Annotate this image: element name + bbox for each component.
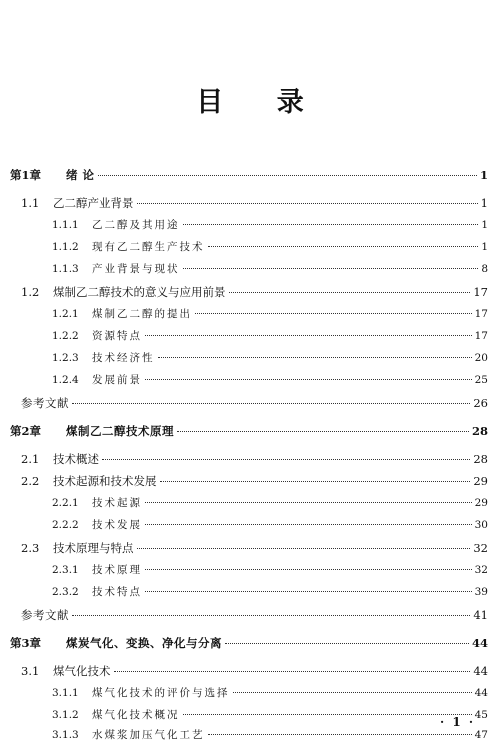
toc-page-number: 44 bbox=[473, 664, 488, 678]
toc-subsection-1-2-3[interactable] bbox=[52, 351, 488, 365]
dot-leader bbox=[98, 174, 477, 176]
toc-page-number: 20 bbox=[474, 352, 488, 364]
toc-page-number: 26 bbox=[473, 396, 488, 410]
toc-subsection-2-2-2[interactable] bbox=[52, 518, 488, 532]
toc-number: 1.2.2 bbox=[52, 330, 79, 342]
toc-text: 乙二醇及其用途 bbox=[92, 219, 180, 231]
dot-leader bbox=[177, 430, 469, 432]
toc-section-2-1[interactable] bbox=[21, 452, 488, 466]
toc-text: 参考文献 bbox=[21, 396, 69, 410]
dot-leader bbox=[137, 547, 471, 549]
toc-number: 1.2.4 bbox=[52, 374, 79, 386]
dot-leader bbox=[195, 312, 472, 314]
toc-text: 现有乙二醇生产技术 bbox=[92, 241, 205, 253]
toc-text: 水煤浆加压气化工艺 bbox=[92, 729, 205, 741]
toc-section-2-3[interactable] bbox=[21, 541, 488, 555]
toc-text: 产业背景与现状 bbox=[92, 263, 180, 275]
toc-number: 第1章 bbox=[10, 168, 42, 182]
toc-page-number: 1 bbox=[480, 196, 488, 210]
toc-page-number: 29 bbox=[473, 474, 488, 488]
dot-leader bbox=[208, 245, 479, 247]
toc-number: 3.1.2 bbox=[52, 709, 79, 721]
toc-text: 煤气化技术 bbox=[53, 664, 111, 678]
toc-subsection-2-3-1[interactable] bbox=[52, 563, 488, 577]
toc-number: 3.1 bbox=[21, 664, 40, 678]
dot-leader bbox=[145, 378, 472, 380]
toc-subsection-2-3-2[interactable] bbox=[52, 585, 488, 599]
toc-number: 2.1 bbox=[21, 452, 40, 466]
toc-subsection-3-1-2[interactable] bbox=[52, 708, 488, 722]
toc-page-number: 28 bbox=[471, 424, 488, 438]
toc-page-number: 44 bbox=[471, 636, 488, 650]
dot-leader bbox=[145, 590, 472, 592]
toc-text: 技术特点 bbox=[92, 586, 142, 598]
toc-page-number: 17 bbox=[474, 330, 488, 342]
toc-page-number: 17 bbox=[474, 308, 488, 320]
toc-number: 2.2 bbox=[21, 474, 40, 488]
toc-text: 技术起源和技术发展 bbox=[53, 474, 157, 488]
toc-number: 2.2.1 bbox=[52, 497, 79, 509]
toc-page-number: 1 bbox=[481, 219, 488, 231]
toc-section-1-2[interactable] bbox=[21, 285, 488, 299]
toc-subsection-2-2-1[interactable] bbox=[52, 496, 488, 510]
toc-subsection-1-1-1[interactable] bbox=[52, 218, 488, 232]
toc-number: 1.2.3 bbox=[52, 352, 79, 364]
dot-leader bbox=[225, 642, 469, 644]
toc-text: 煤气化技术概况 bbox=[92, 709, 180, 721]
toc-page-number: 8 bbox=[481, 263, 488, 275]
dot-leader bbox=[229, 291, 471, 293]
toc-section-1-1[interactable] bbox=[21, 196, 488, 210]
dot-leader bbox=[145, 501, 472, 503]
toc-number: 第3章 bbox=[10, 636, 42, 650]
toc-page-number: 41 bbox=[473, 608, 488, 622]
toc-text: 技术发展 bbox=[92, 519, 142, 531]
toc-references-1[interactable] bbox=[21, 396, 488, 410]
dot-leader bbox=[114, 670, 471, 672]
toc-text: 煤制乙二醇技术的意义与应用前景 bbox=[53, 285, 226, 299]
dot-leader bbox=[208, 733, 472, 735]
toc-references-2[interactable] bbox=[21, 608, 488, 622]
toc-number: 1.1 bbox=[21, 196, 40, 210]
dot-leader bbox=[102, 458, 470, 460]
toc-text: 绪 论 bbox=[66, 168, 95, 182]
toc-page-number: 39 bbox=[474, 586, 488, 598]
toc-text: 发展前景 bbox=[92, 374, 142, 386]
toc-page-number: 1 bbox=[481, 241, 488, 253]
toc-text: 煤气化技术的评价与选择 bbox=[92, 687, 230, 699]
toc-subsection-1-1-3[interactable] bbox=[52, 262, 488, 276]
toc-text: 资源特点 bbox=[92, 330, 142, 342]
toc-page-number: 44 bbox=[474, 687, 488, 699]
toc-subsection-1-2-2[interactable] bbox=[52, 329, 488, 343]
dot-leader bbox=[183, 223, 479, 225]
toc-subsection-3-1-3[interactable] bbox=[52, 728, 488, 742]
toc-number: 2.3 bbox=[21, 541, 40, 555]
dot-leader bbox=[72, 402, 470, 404]
toc-number: 2.3.2 bbox=[52, 586, 79, 598]
toc-number: 第2章 bbox=[10, 424, 42, 438]
toc-number: 1.2 bbox=[21, 285, 40, 299]
toc-text: 技术原理 bbox=[92, 564, 142, 576]
toc-page-number: 45 bbox=[474, 709, 488, 721]
dot-leader bbox=[158, 356, 472, 358]
toc-text: 参考文献 bbox=[21, 608, 69, 622]
dot-leader bbox=[145, 568, 472, 570]
toc-chapter-2[interactable] bbox=[10, 424, 488, 438]
toc-page-number: 29 bbox=[474, 497, 488, 509]
toc-text: 煤炭气化、变换、净化与分离 bbox=[66, 636, 222, 650]
toc-subsection-1-1-2[interactable] bbox=[52, 240, 488, 254]
toc-page-number: 32 bbox=[474, 564, 488, 576]
toc-number: 1.1.1 bbox=[52, 219, 79, 231]
dot-leader bbox=[183, 267, 479, 269]
dot-leader bbox=[145, 334, 472, 336]
toc-text: 煤制乙二醇的提出 bbox=[92, 308, 192, 320]
toc-page-number: 25 bbox=[474, 374, 488, 386]
toc-page-number: 17 bbox=[473, 285, 488, 299]
toc-chapter-3[interactable] bbox=[10, 636, 488, 650]
page-title: 目 录 bbox=[196, 87, 326, 118]
dot-leader bbox=[160, 480, 471, 482]
toc-text: 技术起源 bbox=[92, 497, 142, 509]
toc-text: 技术原理与特点 bbox=[53, 541, 134, 555]
toc-page-number: 47 bbox=[474, 729, 488, 741]
toc-number: 2.3.1 bbox=[52, 564, 79, 576]
toc-text: 乙二醇产业背景 bbox=[53, 196, 134, 210]
dot-leader bbox=[183, 713, 472, 715]
dot-leader bbox=[137, 202, 478, 204]
toc-section-3-1[interactable] bbox=[21, 664, 488, 678]
dot-leader bbox=[72, 614, 470, 616]
toc-number: 2.2.2 bbox=[52, 519, 79, 531]
toc-page-number: 30 bbox=[474, 519, 488, 531]
toc-page-number: 28 bbox=[473, 452, 488, 466]
toc-text: 技术经济性 bbox=[92, 352, 155, 364]
toc-text: 技术概述 bbox=[53, 452, 99, 466]
toc-chapter-1[interactable] bbox=[10, 168, 488, 182]
toc-number: 1.2.1 bbox=[52, 308, 79, 320]
toc-subsection-1-2-1[interactable] bbox=[52, 307, 488, 321]
toc-number: 1.1.2 bbox=[52, 241, 79, 253]
page-number-footer: · 1 · bbox=[440, 715, 476, 729]
toc-number: 3.1.1 bbox=[52, 687, 79, 699]
toc-section-2-2[interactable] bbox=[21, 474, 488, 488]
toc-number: 3.1.3 bbox=[52, 729, 79, 741]
toc-subsection-1-2-4[interactable] bbox=[52, 373, 488, 387]
toc-text: 煤制乙二醇技术原理 bbox=[66, 424, 174, 438]
toc-page-number: 32 bbox=[473, 541, 488, 555]
toc-subsection-3-1-1[interactable] bbox=[52, 686, 488, 700]
toc-page-number: 1 bbox=[479, 168, 488, 182]
dot-leader bbox=[233, 691, 472, 693]
dot-leader bbox=[145, 523, 472, 525]
toc-number: 1.1.3 bbox=[52, 263, 79, 275]
